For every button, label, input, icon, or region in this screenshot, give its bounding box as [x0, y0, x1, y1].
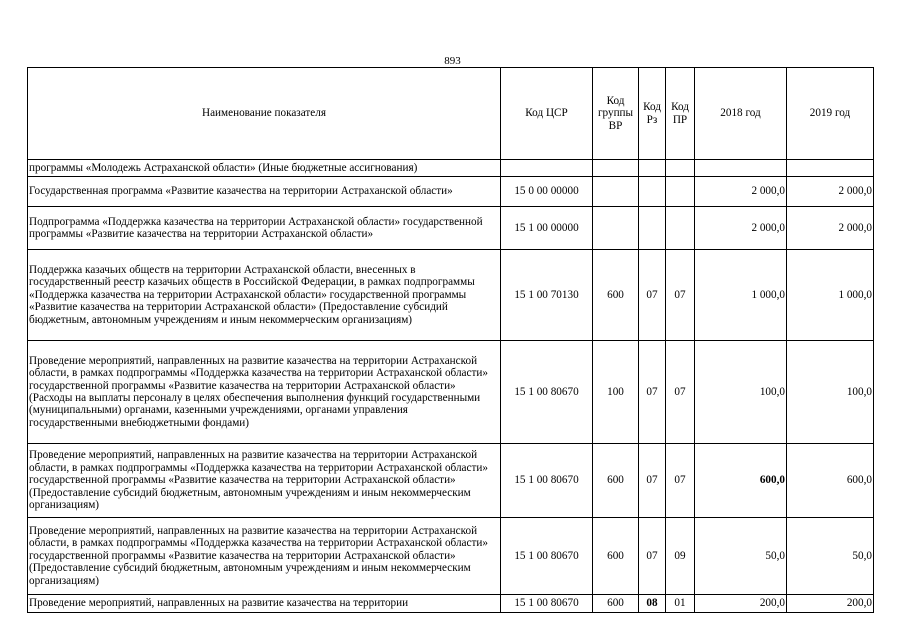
row-vr: 600 — [593, 444, 639, 518]
row-2018: 2 000,0 — [695, 177, 787, 207]
table-row — [28, 250, 874, 341]
row-2019: 100,0 — [787, 341, 874, 444]
row-2019 — [787, 160, 874, 177]
row-name: Проведение мероприятий, направленных на развитие казачества на территории — [28, 595, 501, 613]
row-csr — [501, 160, 593, 177]
row-pr — [666, 207, 695, 250]
row-rz: 07 — [639, 250, 666, 341]
row-rz: 07 — [639, 518, 666, 595]
row-2019: 200,0 — [787, 595, 874, 613]
row-csr: 15 1 00 80670 — [501, 518, 593, 595]
row-csr: 15 1 00 80670 — [501, 444, 593, 518]
row-name: программы «Молодежь Астраханской области» (Иные бюджетные ассигнования) — [28, 160, 501, 177]
header-2019: 2019 год — [787, 68, 874, 160]
page-number: 893 — [444, 55, 461, 67]
row-vr: 600 — [593, 595, 639, 613]
row-csr: 15 1 00 70130 — [501, 250, 593, 341]
table-row — [28, 444, 874, 518]
row-pr: 07 — [666, 341, 695, 444]
table-row — [28, 160, 874, 177]
table-row — [28, 207, 874, 250]
header-pr: Код ПР — [666, 68, 695, 160]
row-2018 — [695, 160, 787, 177]
row-2019: 600,0 — [787, 444, 874, 518]
row-vr — [593, 177, 639, 207]
row-csr: 15 1 00 00000 — [501, 207, 593, 250]
row-csr: 15 1 00 80670 — [501, 341, 593, 444]
row-2019: 50,0 — [787, 518, 874, 595]
row-rz: 07 — [639, 341, 666, 444]
row-vr: 600 — [593, 250, 639, 341]
table-row — [28, 518, 874, 595]
row-name: Государственная программа «Развитие казачества на территории Астраханской области» — [28, 177, 501, 207]
row-vr: 600 — [593, 518, 639, 595]
row-2019: 2 000,0 — [787, 207, 874, 250]
header-name: Наименование показателя — [28, 68, 501, 160]
row-2018: 50,0 — [695, 518, 787, 595]
row-2019: 1 000,0 — [787, 250, 874, 341]
header-2018: 2018 год — [695, 68, 787, 160]
row-rz — [639, 177, 666, 207]
row-pr: 09 — [666, 518, 695, 595]
header-row — [28, 68, 874, 160]
row-pr: 07 — [666, 250, 695, 341]
row-rz: 08 — [639, 595, 666, 613]
row-2018: 2 000,0 — [695, 207, 787, 250]
row-pr: 07 — [666, 444, 695, 518]
row-pr — [666, 177, 695, 207]
table-row — [28, 177, 874, 207]
row-vr: 100 — [593, 341, 639, 444]
row-name: Подпрограмма «Поддержка казачества на территории Астраханской области» государственной программы «Развитие казачества на территории Астраханской области» — [28, 207, 501, 250]
row-2018: 600,0 — [695, 444, 787, 518]
budget-table — [27, 67, 874, 613]
header-rz: Код Рз — [639, 68, 666, 160]
row-csr: 15 0 00 00000 — [501, 177, 593, 207]
row-2018: 1 000,0 — [695, 250, 787, 341]
row-vr — [593, 160, 639, 177]
row-rz — [639, 207, 666, 250]
header-csr: Код ЦСР — [501, 68, 593, 160]
row-rz — [639, 160, 666, 177]
row-2018: 100,0 — [695, 341, 787, 444]
table-row — [28, 595, 874, 613]
row-name: Проведение мероприятий, направленных на развитие казачества на территории Астраханской области, в рамках подпрограммы «Поддержка казачества на территории Астраханской области» государственной программы «Развитие казачества на территории Астраханской области» (Расходы на выплаты персоналу в целях обеспечения выполнения функций государственными (муниципальными) органами, казенными учреждениями, органами управления государственными внебюджетными фондами) — [28, 341, 501, 444]
row-name: Поддержка казачьих обществ на территории Астраханской области, внесенных в государственный реестр казачьих обществ в Российской Федерации, в рамках подпрограммы «Поддержка казачества на территории Астраханской области» государственной программы «Развитие казачества на территории Астраханской области» (Предоставление субсидий бюджетным, автономным учреждениям и иным некоммерческим организациям) — [28, 250, 501, 341]
row-pr — [666, 160, 695, 177]
row-name: Проведение мероприятий, направленных на развитие казачества на территории Астраханской области, в рамках подпрограммы «Поддержка казачества на территории Астраханской области» государственной программы «Развитие казачества на территории Астраханской области» (Предоставление субсидий бюджетным, автономным учреждениям и иным некоммерческим организациям) — [28, 444, 501, 518]
row-rz: 07 — [639, 444, 666, 518]
row-csr: 15 1 00 80670 — [501, 595, 593, 613]
header-vr: Код группы ВР — [593, 68, 639, 160]
row-vr — [593, 207, 639, 250]
row-2019: 2 000,0 — [787, 177, 874, 207]
row-name: Проведение мероприятий, направленных на развитие казачества на территории Астраханской области, в рамках подпрограммы «Поддержка казачества на территории Астраханской области» государственной программы «Развитие казачества на территории Астраханской области» (Предоставление субсидий бюджетным, автономным учреждениям и иным некоммерческим организациям) — [28, 518, 501, 595]
row-2018: 200,0 — [695, 595, 787, 613]
row-pr: 01 — [666, 595, 695, 613]
table-row — [28, 341, 874, 444]
